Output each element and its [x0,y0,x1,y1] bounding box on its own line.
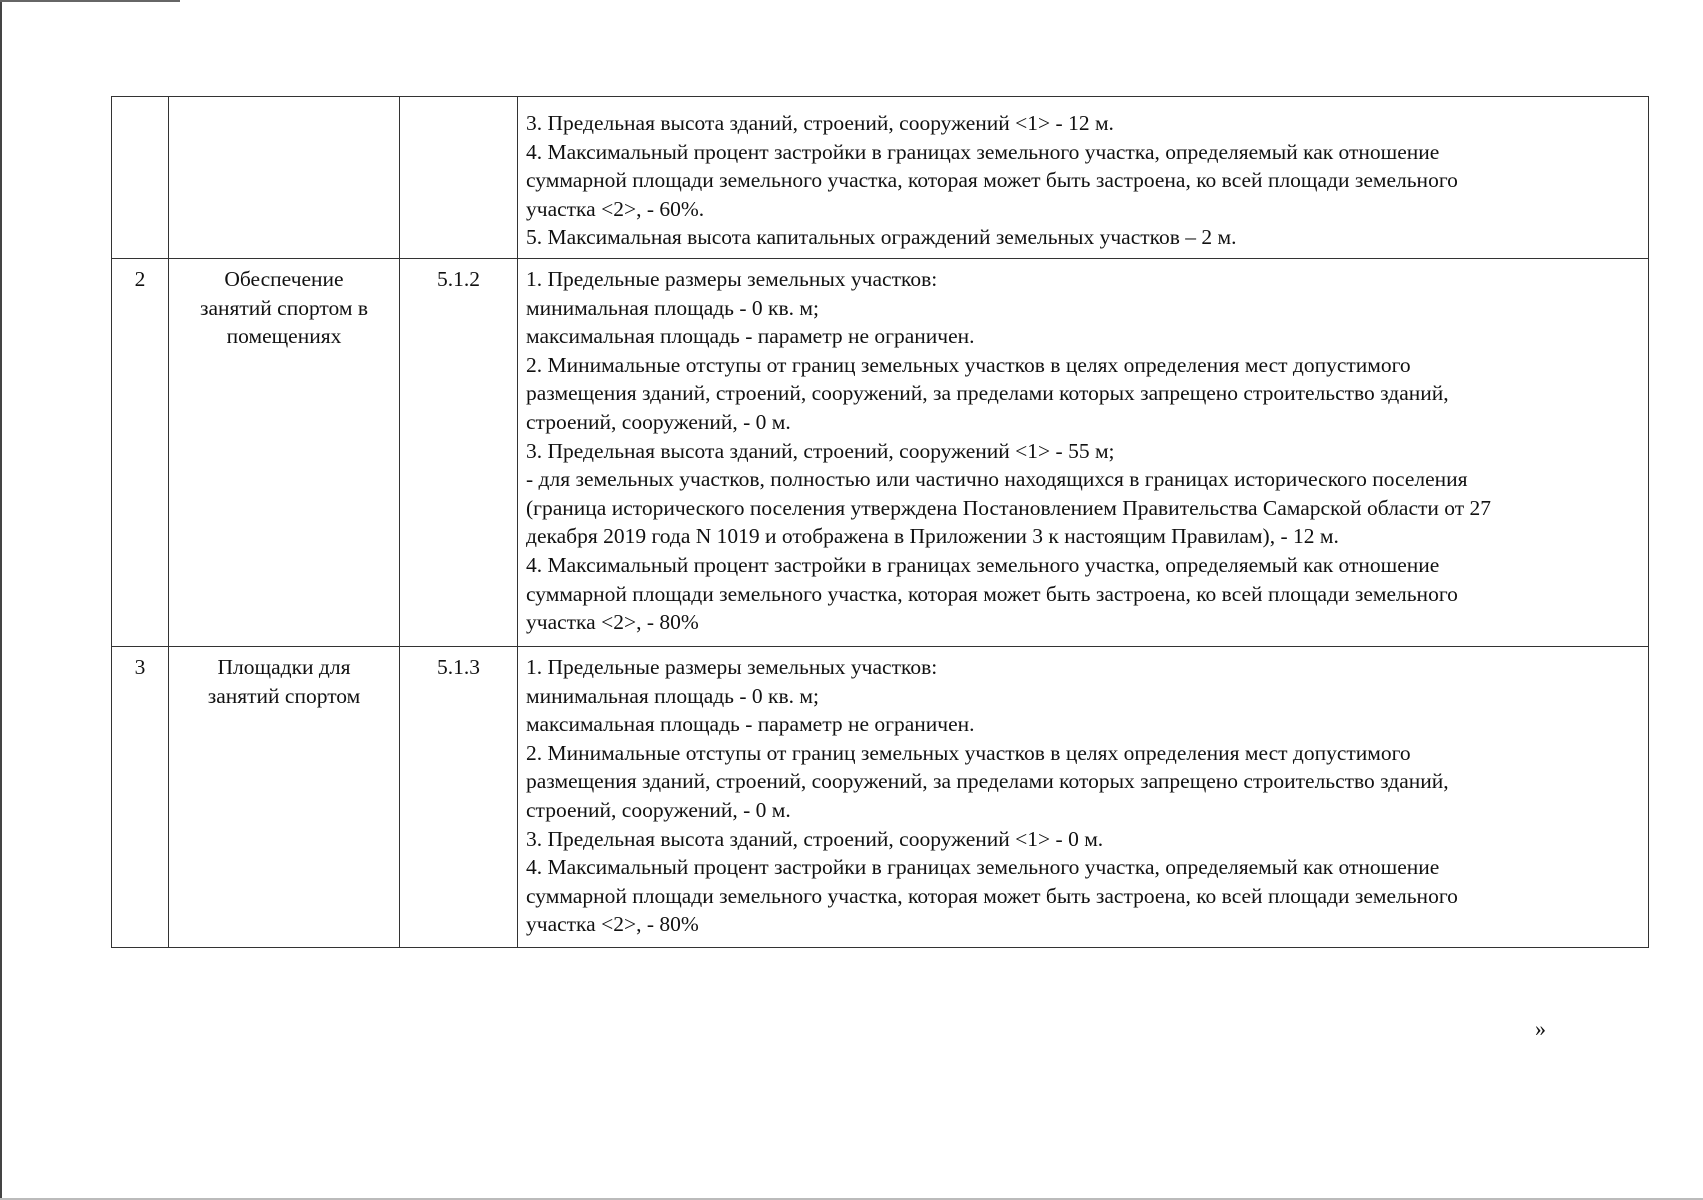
parameter-line: участка <2>, - 80% [526,610,699,635]
use-type-name-cell [169,258,400,646]
land-parameters-table [111,96,1649,948]
parameter-line: размещения зданий, строений, сооружений, за пределами которых запрещено строительство зданий, [526,381,1449,406]
parameter-line: строений, сооружений, - 0 м. [526,409,791,434]
scan-left-edge [0,0,2,1200]
use-type-name-line: помещениях [226,324,342,349]
parameter-line: 5. Максимальная высота капитальных ограждений земельных участков – 2 м. [526,225,1237,250]
parameter-line: размещения зданий, строений, сооружений, за пределами которых запрещено строительство зданий, [526,769,1449,794]
parameters-cell [518,258,1649,646]
parameter-line: 3. Предельная высота зданий, строений, сооружений <1> - 0 м. [526,826,1104,851]
parameter-line: 1. Предельные размеры земельных участков: [526,266,938,291]
use-type-name-cell [169,646,400,947]
parameter-line: суммарной площади земельного участка, которая может быть застроена, ко всей площади земельного [526,581,1458,606]
closing-quote-mark: » [1535,1016,1546,1041]
table-row [112,646,1649,947]
parameter-line: 4. Максимальный процент застройки в границах земельного участка, определяемый как отношение [526,139,1440,164]
use-type-code-cell: 5.1.3 [400,646,518,947]
table-row [112,258,1649,646]
parameter-line: участка <2>, - 80% [526,912,699,937]
parameter-line: 3. Предельная высота зданий, строений, сооружений <1> - 12 м. [526,111,1114,135]
parameter-line: суммарной площади земельного участка, которая может быть застроена, ко всей площади земельного [526,883,1458,908]
parameter-line: - для земельных участков, полностью или частично находящихся в границах исторического поселения [526,467,1468,492]
parameter-line: 4. Максимальный процент застройки в границах земельного участка, определяемый как отношение [526,552,1440,577]
use-type-name-line: занятий спортом в [199,295,369,320]
parameter-line: максимальная площадь - параметр не ограничен. [526,324,975,349]
use-type-name-line: Площадки для [217,654,351,679]
parameter-line: (граница исторического поселения утверждена Постановлением Правительства Самарской области от 27 [526,495,1492,520]
parameter-line: минимальная площадь - 0 кв. м; [526,683,819,708]
row-number-cell: 3 [112,646,169,947]
parameter-line: 2. Минимальные отступы от границ земельных участков в целях определения мест допустимого [526,740,1411,765]
parameters-cell [518,97,1649,259]
use-type-code-cell: 5.1.2 [400,258,518,646]
parameter-line: участка <2>, - 60%. [526,196,705,221]
parameter-line: 2. Минимальные отступы от границ земельных участков в целях определения мест допустимого [526,352,1411,377]
parameter-line: строений, сооружений, - 0 м. [526,797,791,822]
use-type-name-cell [169,97,400,259]
parameter-line: максимальная площадь - параметр не ограничен. [526,712,975,737]
use-type-name-line: занятий спортом [207,683,361,708]
parameters-cell [518,646,1649,947]
parameter-line: 4. Максимальный процент застройки в границах земельного участка, определяемый как отношение [526,855,1440,880]
parameter-line: суммарной площади земельного участка, которая может быть застроена, ко всей площади земельного [526,168,1458,193]
parameter-line: 1. Предельные размеры земельных участков: [526,654,938,679]
table-row [112,97,1649,259]
use-type-code-cell [400,97,518,259]
scan-top-edge [0,0,180,2]
parameter-line: минимальная площадь - 0 кв. м; [526,295,819,320]
parameter-line: 3. Предельная высота зданий, строений, сооружений <1> - 55 м; [526,438,1115,463]
row-number-cell: 2 [112,258,169,646]
parameter-line: декабря 2019 года N 1019 и отображена в Приложении 3 к настоящим Правилам), - 12 м. [526,524,1339,549]
use-type-name-line: Обеспечение [224,266,344,291]
row-number-cell [112,97,169,259]
